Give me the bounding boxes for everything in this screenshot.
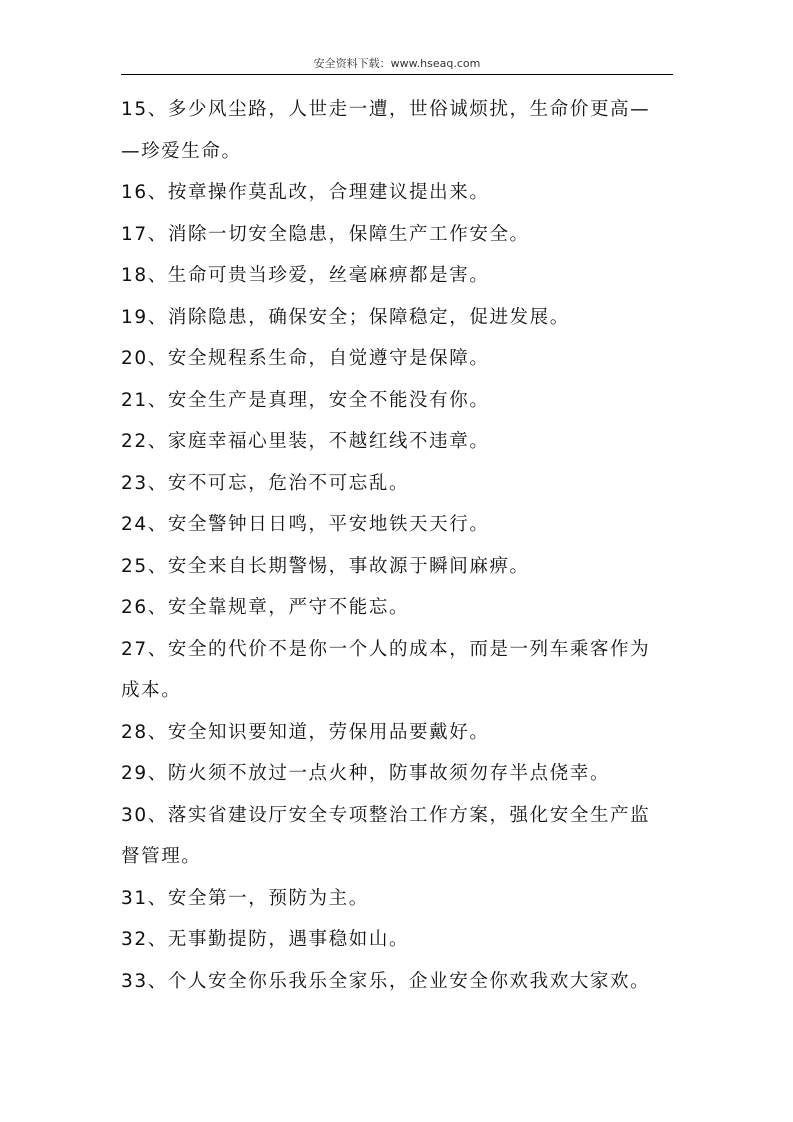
text-line: 32、无事勤提防，遇事稳如山。 [121,929,410,950]
text-line: 29、防火须不放过一点火种，防事故须勿存半点侥幸。 [121,763,611,784]
text-line: 25、安全来自长期警惕，事故源于瞬间麻痹。 [121,555,530,577]
text-line: 26、安全靠规章，严守不能忘。 [121,597,410,618]
header-divider [121,74,673,75]
text-line: 31、安全第一，预防为主。 [121,887,369,909]
text-line: 24、安全警钟日日鸣，平安地铁天天行。 [121,514,490,535]
document-body [121,89,677,1002]
text-line: 成本。 [121,680,182,701]
text-line: 22、家庭幸福心里装，不越红线不违章。 [121,431,490,452]
text-line: 督管理。 [121,846,202,867]
text-line: 30、落实省建设厅安全专项整治工作方案，强化安全生产监 [121,804,651,826]
page-header: 安全资料下载：www.hseaq.com [313,57,481,70]
text-line: 18、生命可贵当珍爱，丝毫麻痹都是害。 [121,265,490,286]
text-line: 20、安全规程系生命，自觉遵守是保障。 [121,348,490,369]
text-line: 33、个人安全你乐我乐全家乐，企业安全你欢我欢大家欢。 [121,970,651,992]
text-line: —珍爱生命。 [121,140,242,162]
text-line: 15、多少风尘路，人世走一遭，世俗诚烦扰，生命价更高— [121,99,651,120]
text-line: 23、安不可忘，危治不可忘乱。 [121,472,410,494]
text-line: 17、消除一切安全隐患，保障生产工作安全。 [121,223,530,245]
text-line: 19、消除隐患，确保安全；保障稳定，促进发展。 [121,306,570,328]
text-line: 21、安全生产是真理，安全不能没有你。 [121,389,490,411]
text-line: 28、安全知识要知道，劳保用品要戴好。 [121,721,490,743]
text-line: 27、安全的代价不是你一个人的成本，而是一列车乘客作为 [121,638,651,660]
text-line: 16、按章操作莫乱改，合理建议提出来。 [121,182,490,203]
